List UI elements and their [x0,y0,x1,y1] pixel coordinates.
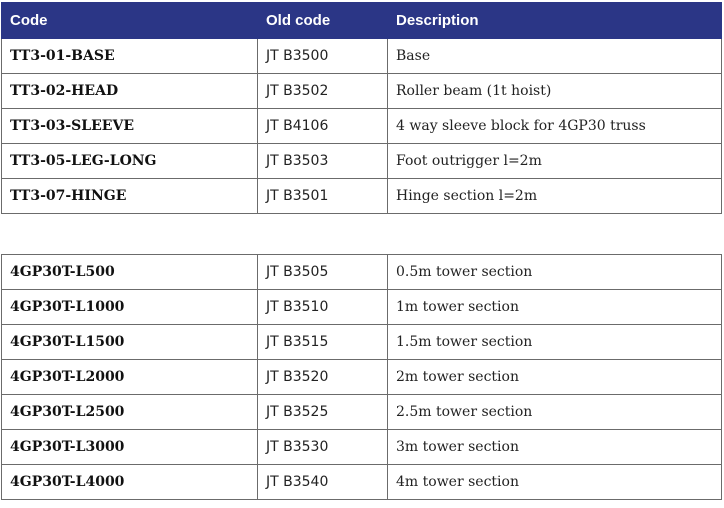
description-cell: 3m tower section [388,430,722,465]
code-cell: TT3-01-BASE [2,39,258,74]
table-row [2,290,722,325]
code-cell: 4GP30T-L1000 [2,290,258,325]
old-code-cell: JT B4106 [258,109,388,144]
header-row [2,3,722,39]
old-code-cell: JT B3503 [258,144,388,179]
table-row [2,39,722,74]
header-description: Description [388,3,722,39]
group2-rows [2,255,722,500]
old-code-cell: JT B3530 [258,430,388,465]
code-cell: 4GP30T-L2500 [2,395,258,430]
description-cell: 0.5m tower section [388,255,722,290]
header-code: Code [2,3,258,39]
description-cell: 4m tower section [388,465,722,500]
code-cell: TT3-05-LEG-LONG [2,144,258,179]
table-row [2,325,722,360]
old-code-cell: JT B3502 [258,74,388,109]
table-row [2,465,722,500]
description-cell: 2m tower section [388,360,722,395]
description-cell: 1.5m tower section [388,325,722,360]
old-code-cell: JT B3540 [258,465,388,500]
description-cell: 1m tower section [388,290,722,325]
description-cell: Base [388,39,722,74]
code-cell: TT3-07-HINGE [2,179,258,214]
code-cell: 4GP30T-L1500 [2,325,258,360]
group1-rows [2,39,722,214]
parts-table-bottom [1,254,722,500]
description-cell: Foot outrigger l=2m [388,144,722,179]
description-cell: Hinge section l=2m [388,179,722,214]
header-old-code: Old code [258,3,388,39]
parts-table-top [1,2,722,214]
description-cell: Roller beam (1t hoist) [388,74,722,109]
old-code-cell: JT B3501 [258,179,388,214]
code-cell: TT3-03-SLEEVE [2,109,258,144]
code-cell: 4GP30T-L3000 [2,430,258,465]
table-row [2,360,722,395]
table-row [2,144,722,179]
description-cell: 2.5m tower section [388,395,722,430]
old-code-cell: JT B3510 [258,290,388,325]
table-row [2,255,722,290]
table-row [2,179,722,214]
code-cell: 4GP30T-L500 [2,255,258,290]
old-code-cell: JT B3500 [258,39,388,74]
description-cell: 4 way sleeve block for 4GP30 truss [388,109,722,144]
table-row [2,430,722,465]
code-cell: 4GP30T-L4000 [2,465,258,500]
old-code-cell: JT B3515 [258,325,388,360]
old-code-cell: JT B3525 [258,395,388,430]
code-cell: 4GP30T-L2000 [2,360,258,395]
old-code-cell: JT B3505 [258,255,388,290]
table-header [2,3,722,39]
table-row [2,109,722,144]
code-cell: TT3-02-HEAD [2,74,258,109]
table-row [2,74,722,109]
old-code-cell: JT B3520 [258,360,388,395]
table-row [2,395,722,430]
